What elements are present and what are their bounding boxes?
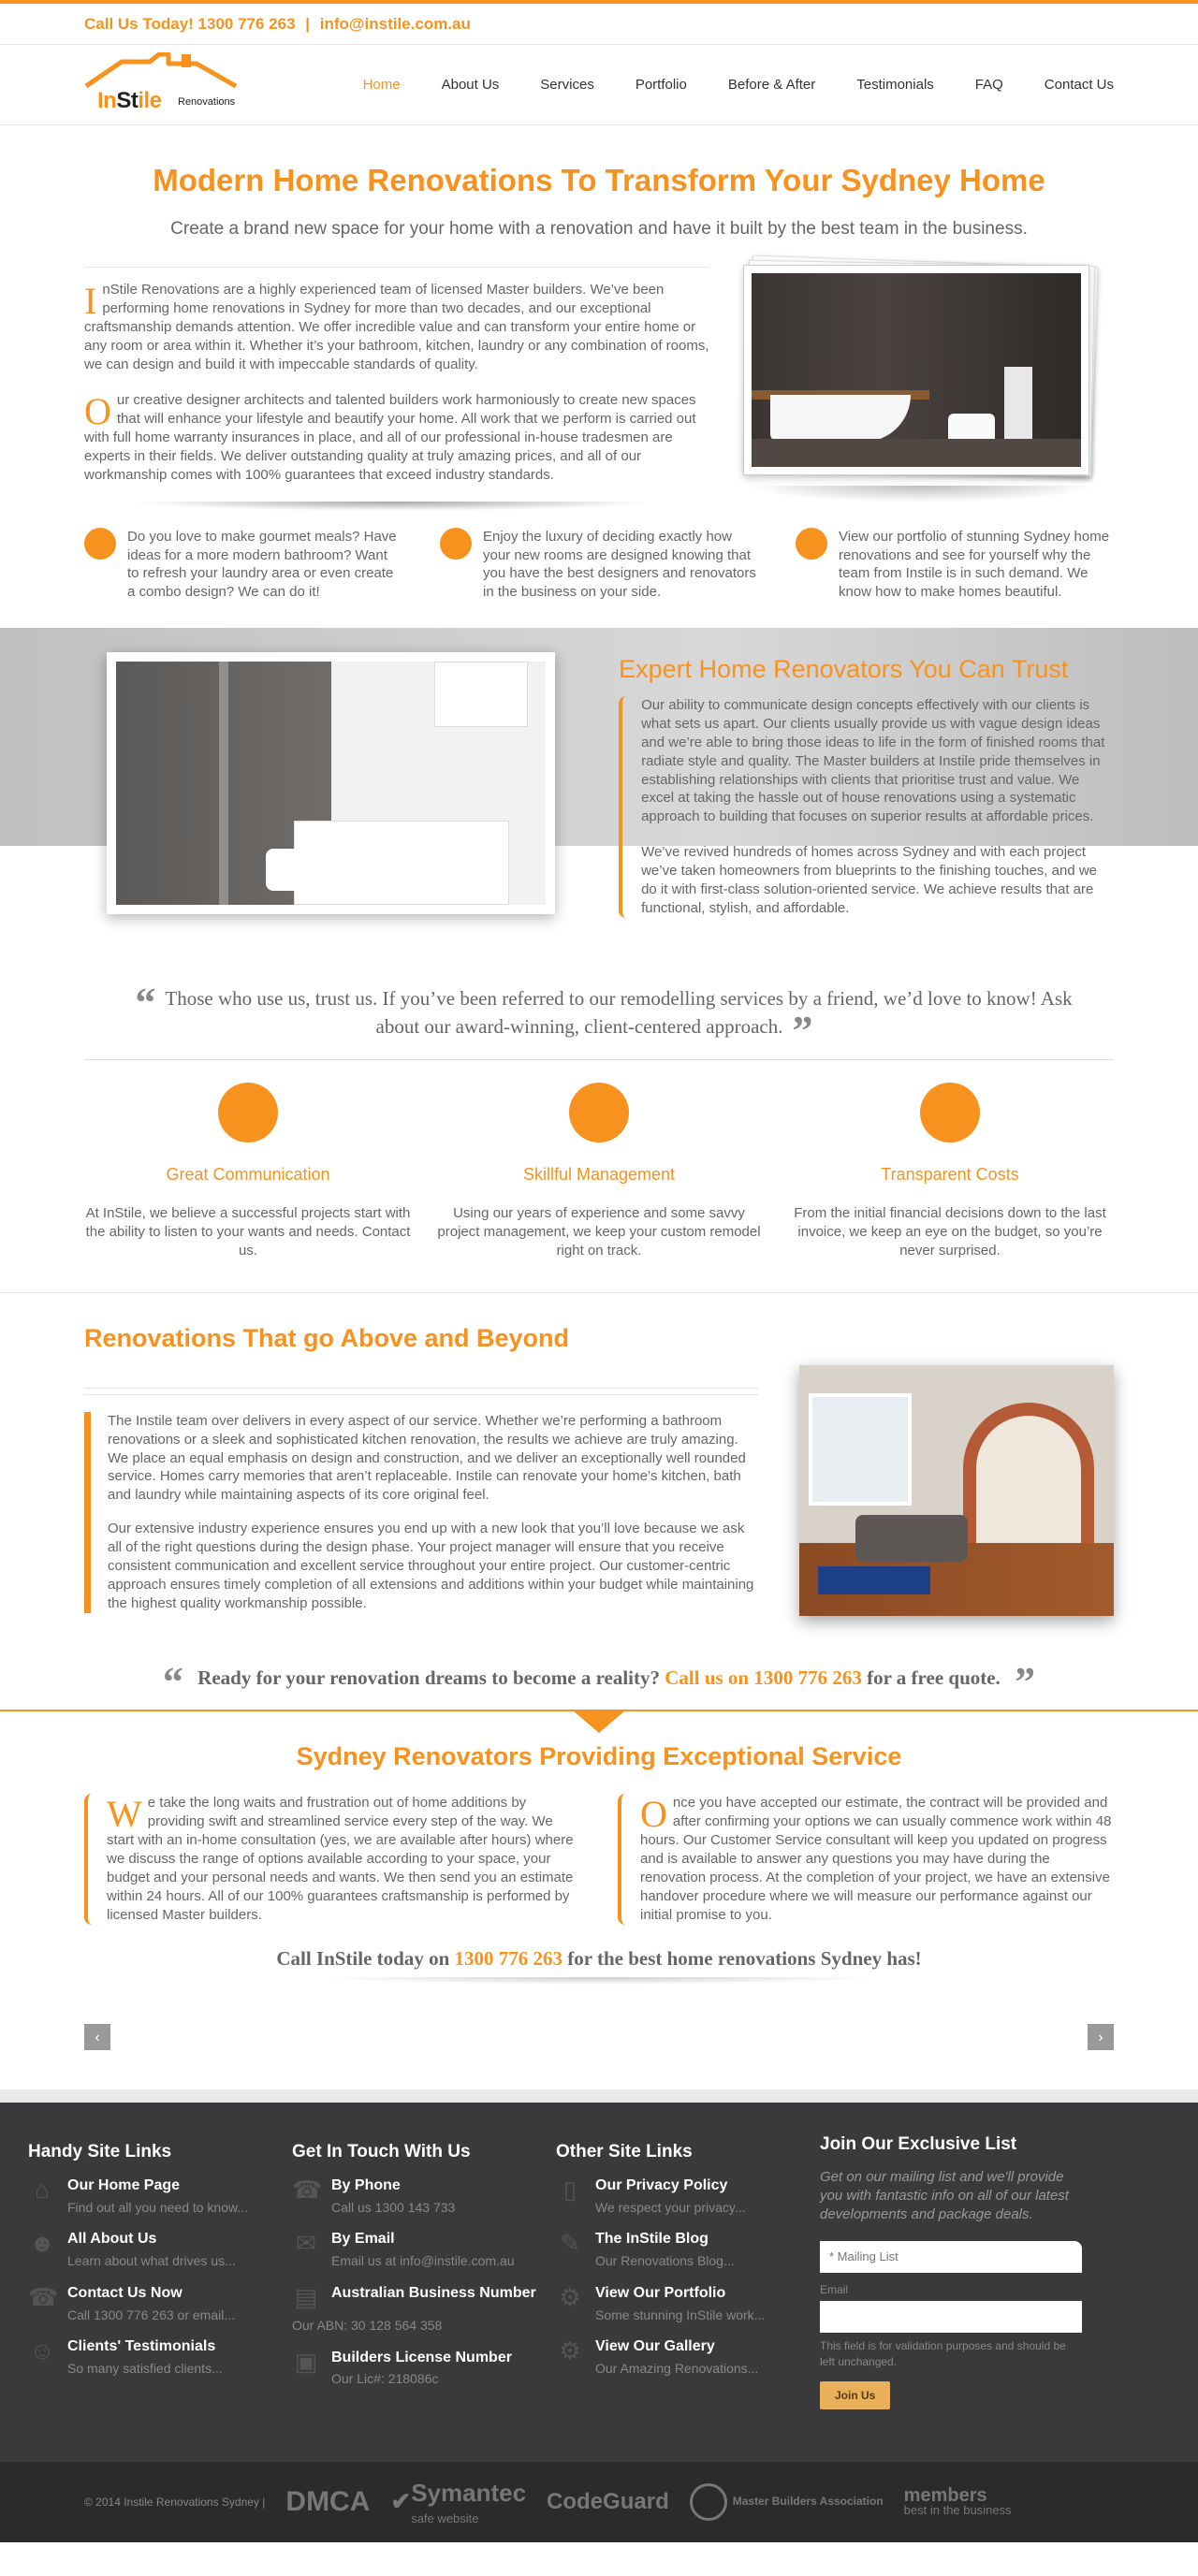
page-title: Modern Home Renovations To Transform Your Sydney Home [153,163,1045,197]
feature-card [84,1083,412,1260]
feature-title: Great Communication [166,1165,330,1185]
footer-link-blog[interactable]: ✎ The InStile Blog Our Renovations Blog... [556,2229,820,2269]
main-nav [343,76,1114,95]
footer-contact [292,2132,556,2409]
service-text-1: We take the long waits and frustration out of home additions by providing swift and streamlined service every step of the way. We start with an in-home consultation (yes, we are available after hours) where we discuss the range of options available according to your space, your budget and your personal needs and wants. We then send you an estimate within 24 hours. All of our 100% guarantees craftsmanship is performed by licensed Master builders. [84,1794,580,1925]
footer-other-links [556,2132,820,2409]
beyond-section [84,1365,1114,1616]
feature-card [435,1083,763,1260]
nav-before-after[interactable]: Before & After [727,76,816,93]
dropcap: O [84,389,111,432]
close-quote-icon: ” [792,1007,813,1054]
footer-link-testimonials[interactable]: ☺ Clients' Testimonials So many satisfied clients... [29,2336,223,2377]
abn-number: Our ABN: 30 128 564 358 [292,2317,443,2333]
nav-contact[interactable]: Contact Us [1044,76,1114,93]
bathroom-photo [107,652,555,914]
footer-link-portfolio[interactable]: ⚙ View Our Portfolio Some stunning InStile work... [556,2283,820,2323]
footer-heading: Get In Touch With Us [292,2142,471,2162]
intro-section [84,267,1114,510]
dropcap: O [640,1793,667,1836]
email-icon: ✉ [296,2229,316,2258]
master-builders-badge[interactable]: Master Builders Association [690,2483,884,2521]
phone-link[interactable]: Call Us Today! 1300 776 263 [84,15,296,33]
page-subtitle: Create a brand new space for your home with a renovation and have it built by the best team in the business. [170,218,1028,239]
footer [0,2103,1198,2461]
open-quote-icon: “ [162,1658,183,1705]
circle-bullet-icon [796,528,827,560]
blog-icon: ✎ [560,2229,580,2258]
section-heading: Renovations That go Above and Beyond [84,1324,570,1353]
email-label: Email [820,2282,849,2296]
nav-faq[interactable]: FAQ [974,76,1003,93]
document-icon: ▤ [294,2282,318,2311]
portfolio-icon: ⚙ [559,2282,581,2311]
symantec-badge[interactable]: ✔ Symantec safe website [390,2479,527,2525]
phone-icon: ☎ [292,2175,323,2204]
nav-testimonials[interactable]: Testimonials [856,76,934,93]
dropcap: I [84,280,97,323]
nav-portfolio[interactable]: Portfolio [635,76,687,93]
testimonial-icon: ☺ [29,2336,55,2365]
slider-prev-button[interactable]: ‹ [84,2024,110,2050]
management-icon [569,1083,629,1142]
footer-contact-phone[interactable]: ☎ By Phone Call us 1300 143 733 [292,2175,456,2215]
footer-abn: ▤ Australian Business Number [292,2283,556,2311]
call-link[interactable]: Call us on 1300 776 263 [665,1666,862,1689]
intro-photo [743,267,1099,510]
communication-icon [218,1083,278,1142]
footer-contact-email[interactable]: ✉ By Email Email us at info@instile.com.au [292,2229,556,2269]
expert-text: Our ability to communicate design concepts effectively with our clients is what sets us apart. Our clients usually provide us with vague design ideas and we’re able to bring those ideas to life in the form of finished rooms that radiate style and quality. The Master builders at Instile pride themselves in establishing relationships with clients that prioritise trust and value. We excel at taking the hassle out of house renovations using a systematic approach to building that focuses on superior results at affordable prices. We’ve revived hundreds of homes across Sydney and with each project we’ve taken homeowners from blueprints to the finishing touches, and we do it with first-class solution-oriented service. We achieve results that are functional, stylish, and affordable. [619,696,1114,918]
living-room-photo [799,1365,1114,1616]
footer-link-privacy[interactable]: ▯ Our Privacy Policy We respect your privacy... [556,2176,820,2216]
newsletter-lead: Get on our mailing list and we'll provide you with fantastic info on all of our latest developments and package deals. [820,2168,1069,2222]
divider-shadow [131,502,655,511]
slider-controls [84,2024,1114,2050]
logo[interactable] [84,52,243,118]
section-heading: Expert Home Renovators You Can Trust [619,655,1069,684]
costs-icon [920,1083,980,1142]
triangle-down-icon [573,1710,625,1733]
nav-services[interactable]: Services [540,76,594,93]
circle-bullet-icon [440,528,472,560]
footer-license: ▣ Builders License Number Our Lic#: 218086c [292,2348,556,2388]
call-phone-link[interactable]: 1300 776 263 [454,1946,563,1970]
copyright: © 2014 Instile Renovations Sydney | [84,2495,266,2509]
gallery-icon: ⚙ [559,2336,581,2365]
list-item: Do you love to make gourmet meals? Have ideas for a more modern bathroom? Want to refresh your laundry area or even create a combo design? We can do it! [84,528,402,603]
footer-heading: Handy Site Links [28,2142,172,2162]
dmca-badge[interactable]: DMCA [285,2485,371,2517]
section-heading: Sydney Renovators Providing Exceptional Service [296,1741,902,1770]
feature-list [84,1083,1114,1260]
phone-icon: ☎ [28,2282,59,2311]
join-button[interactable]: Join Us [820,2381,890,2409]
slider-next-button[interactable]: › [1088,2024,1114,2050]
list-item: Enjoy the luxury of deciding exactly how your new rooms are designed knowing that you have the best designers and renovators in the business on your side. [440,528,758,603]
validation-hint: This field is for validation purposes and should be left unchanged. [820,2338,1066,2368]
intro-paragraph-2: Our creative designer architects and talented builders work harmoniously to create new spaces that will enhance your lifestyle and beautify your home. All work that we perform is carried out with full home warranty insurances in place, and all of our professional in-house tradesmen are experts in their fields. We deliver outstanding quality at truly amazing prices, and all of our workmanship comes with 100% guarantees that exceed industry standards. [84,389,696,483]
mailing-list-input[interactable] [820,2241,1082,2273]
feature-text: Using our years of experience and some savvy project management, we keep your custom remodel right on track. [437,1205,761,1259]
logo-subtitle: Renovations [178,96,236,108]
nav-home[interactable]: Home [362,76,401,93]
email-link[interactable]: info@instile.com.au [319,15,471,33]
nav-about[interactable]: About Us [441,76,500,93]
bathroom-photo [743,265,1089,475]
home-icon: ⌂ [35,2175,50,2204]
members-badge[interactable]: members best in the business [903,2485,1012,2518]
call-banner: Call InStile today on 1300 776 263 for the best home renovations Sydney has! [276,1946,922,1970]
footer-handy-links [28,2132,292,2409]
bullet-list [84,528,1114,603]
people-icon: ☻ [29,2229,55,2258]
footer-heading: Other Site Links [556,2142,693,2162]
seal-icon [690,2483,727,2521]
service-text-2: Once you have accepted our estimate, the contract will be provided and after confirming your options we can usually commence work within 48 hours. Our Customer Service consultant will keep you updated on progress and is available to answer any questions you may have during the renovation process. At the completion of your project, we have an extensive handover procedure where we will measure our performance against our initial promise to you. [618,1794,1114,1925]
circle-bullet-icon [84,528,116,560]
footer-link-about[interactable]: ☻ All About Us Learn about what drives us... [29,2229,236,2269]
footer-link-home[interactable]: ⌂ Our Home Page Find out all you need to know... [28,2176,292,2216]
newsletter-signup [820,2132,1084,2409]
dropcap: W [107,1793,142,1836]
feature-card [786,1083,1114,1260]
codeguard-badge[interactable]: CodeGuard [547,2488,669,2514]
privacy-icon: ▯ [562,2175,577,2204]
feature-title: Transparent Costs [881,1165,1019,1185]
cta-quote: “ Ready for your renovation dreams to become a reality? Call us on 1300 776 263 for a free quote. ” [162,1658,1036,1705]
close-quote-icon: ” [1015,1658,1036,1705]
intro-text [84,267,709,510]
expert-section [0,628,1198,982]
service-section [84,1794,1114,1925]
intro-paragraph-1: InStile Renovations are a highly experienced team of licensed Master builders. We’ve been performing home renovations in Sydney for more than two decades, and our exceptional craftsmanship demands attention. We offer incredible value and can transform your entire home or any room or area within it. Whether it’s your bathroom, kitchen, laundry or any combination of rooms, we can design and build it with impeccable standards of quality. [84,280,709,372]
feature-text: From the initial financial decisions down to the last invoice, we keep an eye on the budget, so you’re never surprised. [794,1205,1106,1259]
license-icon: ▣ [294,2347,318,2376]
list-item: View our portfolio of stunning Sydney home renovations and see for yourself why the team from Instile is in such demand. We know how to make homes beautiful. [796,528,1114,603]
feature-text: At InStile, we believe a successful projects start with the ability to listen to your wants and needs. Contact us. [85,1205,411,1259]
beyond-text: The Instile team over delivers in every aspect of our service. Whether we’re performing a bathroom renovations or a sleek and sophisticated kitchen renovation, the results we achieve are truly amazing. We place an equal emphasis on design and construction, and we deliver an exceptionally well rounded service. Homes carry memories that aren’t replaceable. Instile can renovate your home’s kitchen, bath and laundry while maintaining aspects of its core original feel. Our extensive industry experience ensures you end up with a new look that you’ll love because we ask all of the right questions during the design phase. Your project manager will ensure that you receive consistent communication and excellent service throughout your entire project. Our customer-centric approach ensures timely completion of all extensions and additions within your budget while maintaining the highest quality workmanship possible. [84,1412,758,1613]
header [0,45,1198,125]
testimonial-quote: “ Those who use us, trust us. If you’ve been referred to our remodelling services by a friend, we’d love to know! Ask about our award-winning, client-centered approach. ” [135,980,1073,1054]
footer-link-gallery[interactable]: ⚙ View Our Gallery Our Amazing Renovations... [556,2336,820,2377]
feature-title: Skillful Management [522,1165,676,1185]
bottom-bar [0,2462,1198,2542]
top-bar [0,0,1198,45]
topbar-separator: | [305,15,311,33]
email-field[interactable] [820,2301,1082,2333]
footer-heading: Join Our Exclusive List [820,2134,1017,2155]
orange-divider [0,1710,1198,1711]
open-quote-icon: “ [135,980,156,1026]
logo-wordmark: InStile [97,88,162,113]
footer-link-contact[interactable]: ☎ Contact Us Now Call 1300 776 263 or email... [28,2282,235,2322]
